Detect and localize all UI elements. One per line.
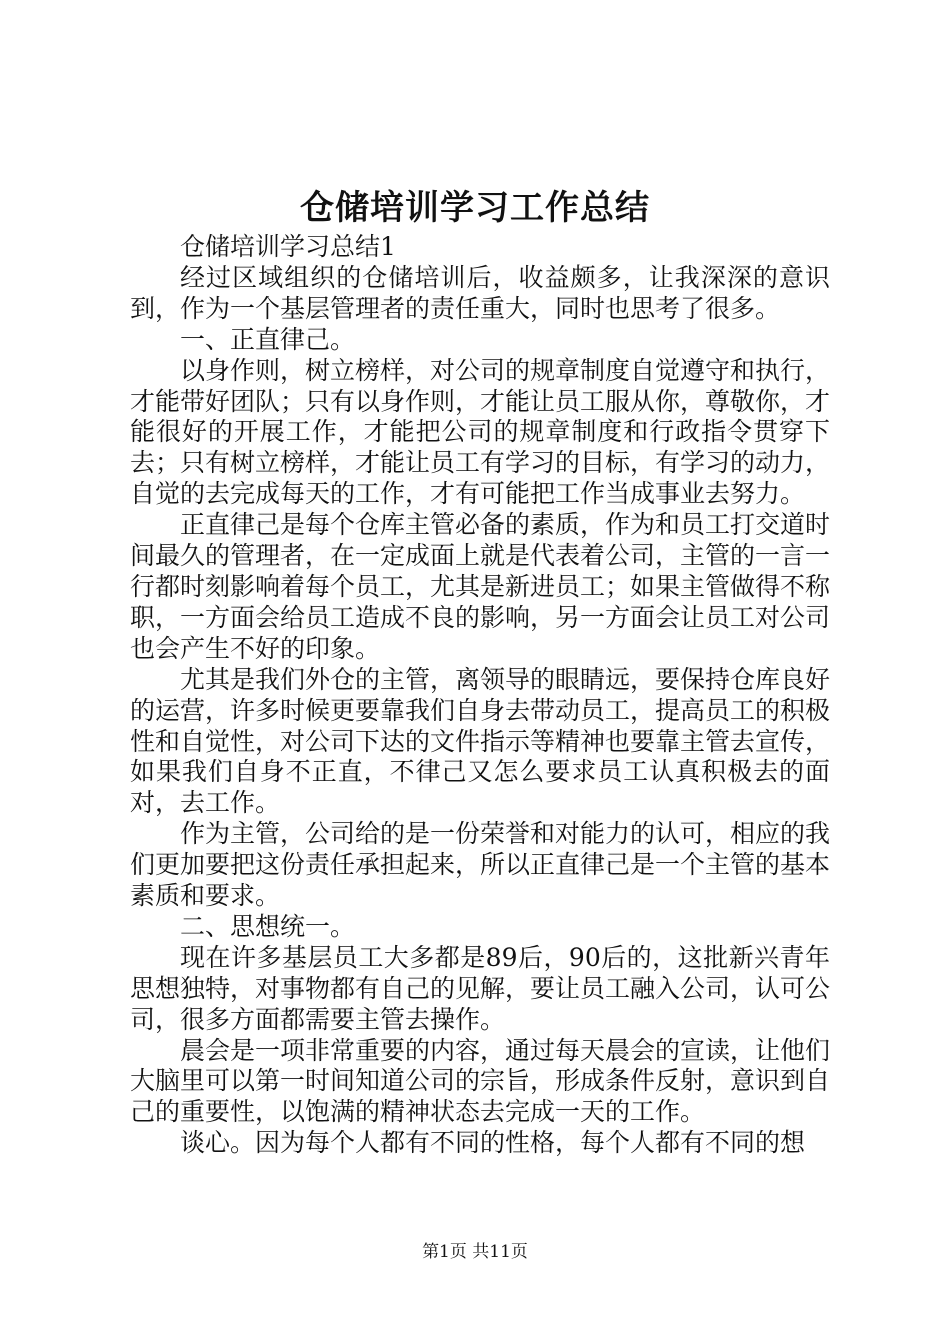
paragraph: 仓储培训学习总结1 [180,232,396,261]
page-number: 第1页 共11页 [422,1242,528,1262]
paragraph: 谈心。因为每个人都有不同的性格，每个人都有不同的想 [180,1128,806,1158]
section-heading: 一、正直律己。 [180,324,356,354]
paragraph: 现在许多基层员工大多都是89后，90后的，这批新兴青年思想独特，对事物都有自己的见解，要让员工融入公司，认可公司，很多方面都需要主管去操作。 [130,942,831,1034]
paragraph: 作为主管，公司给的是一份荣誉和对能力的认可，相应的我们更加要把这份责任承担起来，所以正直律己是一个主管的基本素质和要求。 [130,819,831,911]
document-title: 仓储培训学习工作总结 [300,188,650,228]
document-body [130,232,830,1159]
paragraph: 晨会是一项非常重要的内容，通过每天晨会的宣读，让他们大脑里可以第一时间知道公司的宗旨，形成条件反射，意识到自己的重要性，以饱满的精神状态去完成一天的工作。 [130,1035,831,1127]
paragraph: 以身作则，树立榜样，对公司的规章制度自觉遵守和执行，才能带好团队；只有以身作则，才能让员工服从你，尊敬你，才能很好的开展工作，才能把公司的规章制度和行政指令贯穿下去；只有树立榜样，才能让员工有学习的目标，有学习的动力，自觉的去完成每天的工作，才有可能把工作当成事业去努力。 [130,355,831,509]
paragraph: 正直律己是每个仓库主管必备的素质，作为和员工打交道时间最久的管理者，在一定成面上就是代表着公司，主管的一言一行都时刻影响着每个员工，尤其是新进员工；如果主管做得不称职，一方面会给员工造成不良的影响，另一方面会让员工对公司也会产生不好的印象。 [130,510,831,663]
section-heading: 二、思想统一。 [180,911,356,941]
paragraph: 经过区域组织的仓储培训后，收益颇多，让我深深的意识到，作为一个基层管理者的责任重大，同时也思考了很多。 [130,262,830,323]
paragraph: 尤其是我们外仓的主管，离领导的眼睛远，要保持仓库良好的运营，许多时候更要靠我们自身去带动员工，提高员工的积极性和自觉性，对公司下达的文件指示等精神也要靠主管去宣传，如果我们自身不正直，不律己又怎么要求员工认真积极去的面对，去工作。 [130,664,831,818]
